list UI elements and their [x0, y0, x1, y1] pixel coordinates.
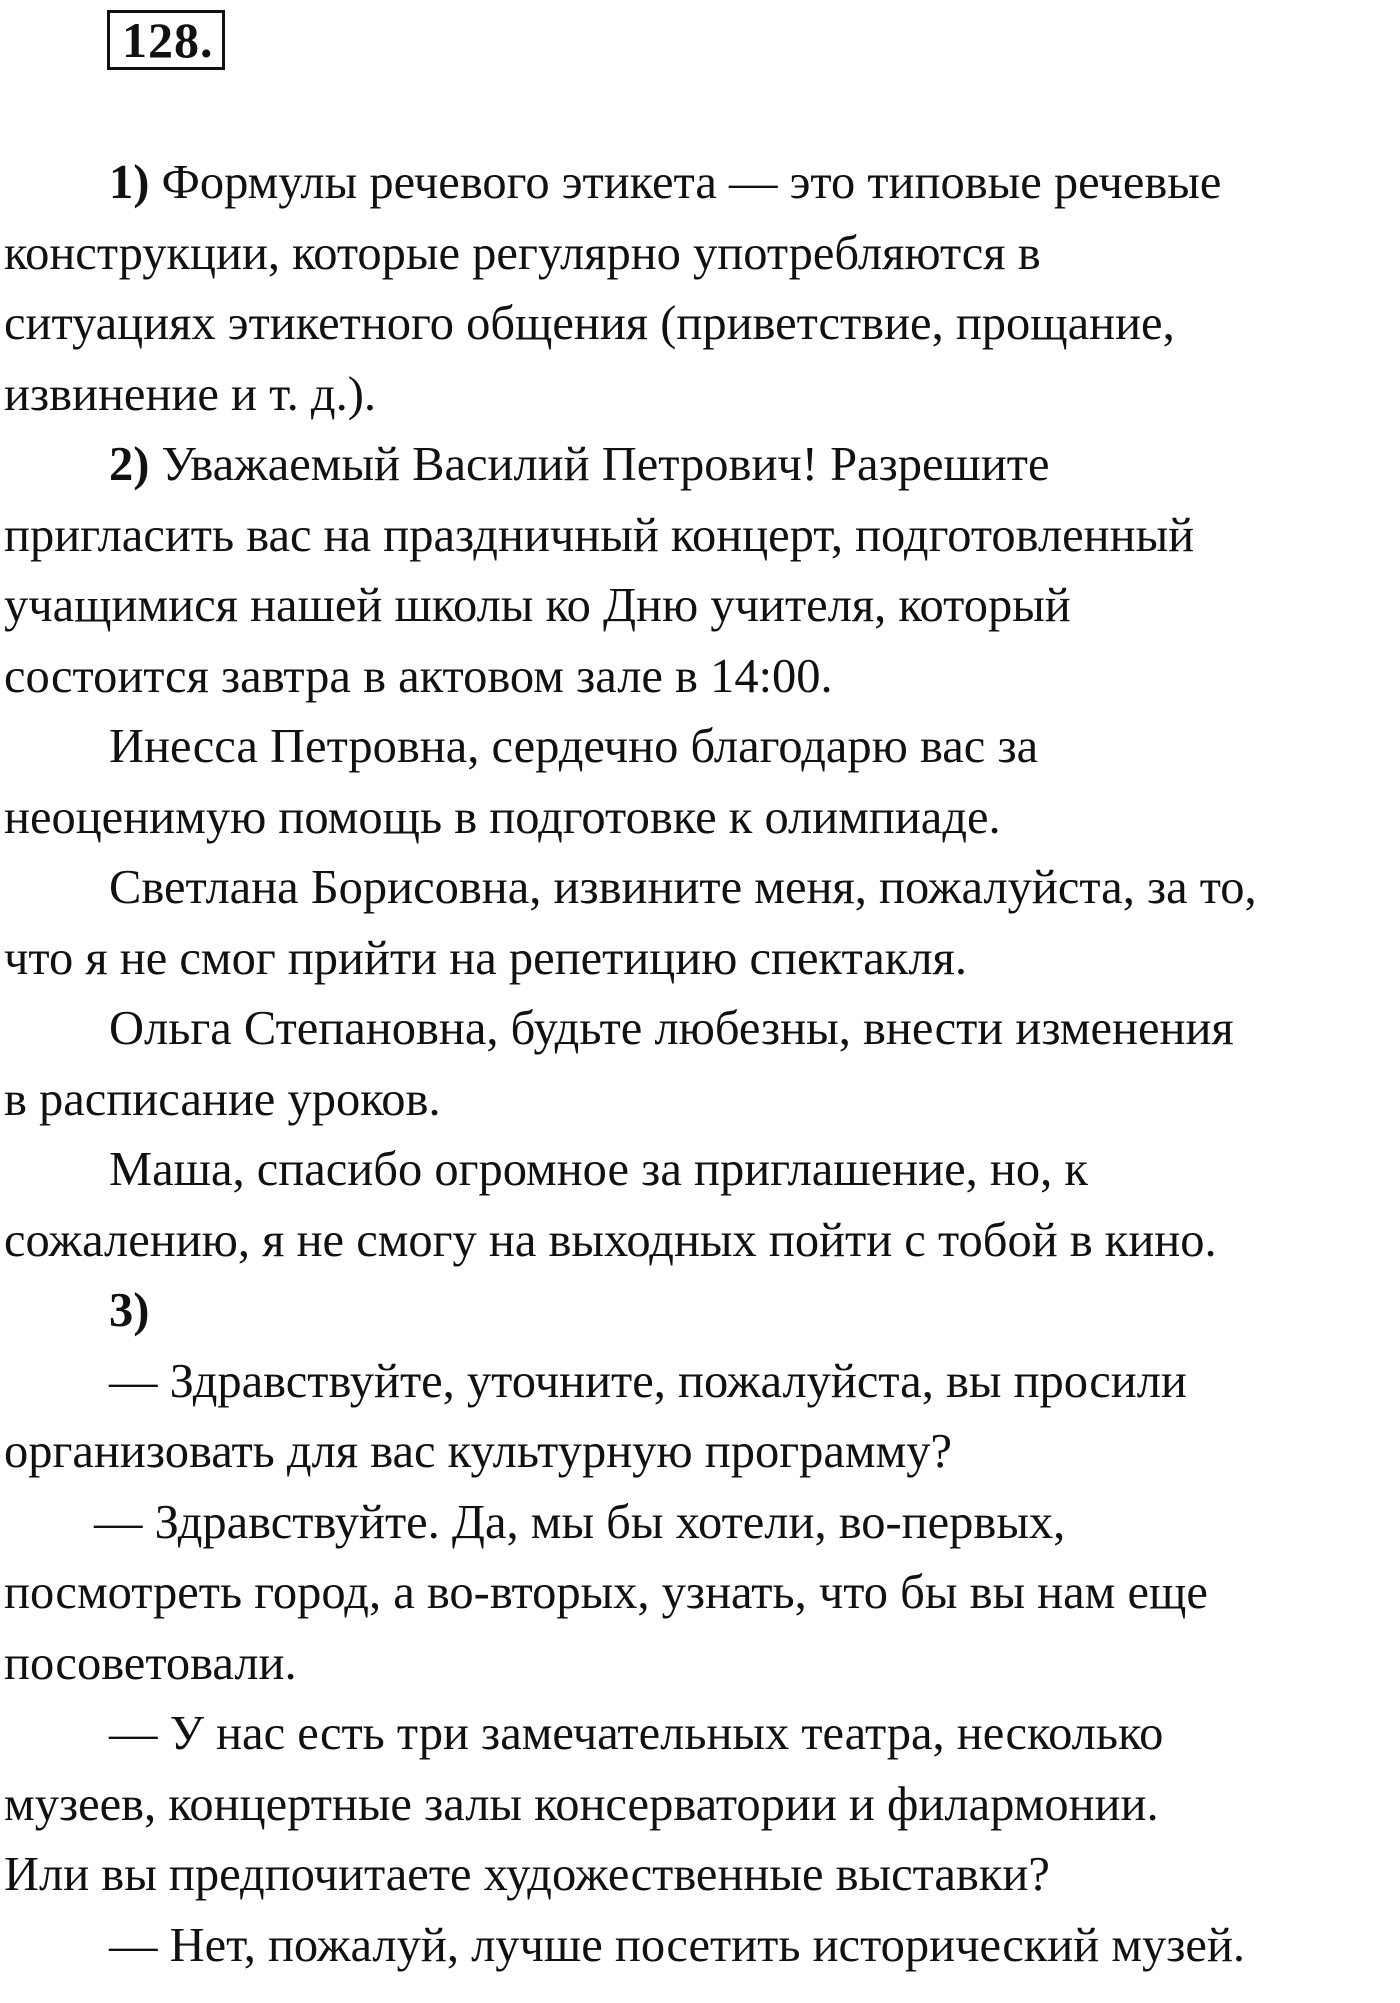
line-text: музеев, концертные залы консерватории и филармонии. — [4, 1777, 1159, 1831]
paragraph — [4, 1911, 1396, 1982]
text-line — [4, 642, 1396, 713]
paragraph — [4, 994, 1396, 1135]
text-line — [4, 1911, 1396, 1982]
line-text: — У нас есть три замечательных театра, несколько — [109, 1707, 1164, 1760]
paragraph — [4, 712, 1396, 853]
text-line — [4, 1206, 1396, 1277]
line-text: — Здравствуйте. Да, мы бы хотели, во-первых, — [94, 1495, 1066, 1549]
line-text: посоветовали. — [4, 1636, 297, 1690]
text-line — [4, 1770, 1396, 1841]
line-text: ситуациях этикетного общения (приветствие, прощание, — [4, 297, 1175, 350]
text-line — [4, 712, 1396, 783]
item-marker: 2) — [109, 438, 150, 491]
line-text: в расписание уроков. — [4, 1072, 441, 1126]
line-text: Ольга Степановна, будьте любезны, внести изменения — [109, 1002, 1234, 1055]
line-text: — Нет, пожалуй, лучше посетить исторический музей. — [109, 1918, 1246, 1972]
line-text: Уважаемый Василий Петрович! Разрешите — [149, 438, 1050, 491]
text-line — [4, 1276, 1396, 1347]
answer-text — [4, 148, 1396, 1981]
text-line — [4, 924, 1396, 995]
text-line — [4, 501, 1396, 572]
paragraph — [4, 853, 1396, 994]
line-text: Инесса Петровна, сердечно благодарю вас за — [109, 720, 1039, 773]
text-line — [4, 853, 1396, 924]
task-number-box: 128. — [107, 10, 225, 70]
paragraph — [4, 1699, 1396, 1911]
paragraph — [4, 1276, 1396, 1347]
text-line — [4, 360, 1396, 431]
text-line — [4, 1488, 1396, 1559]
text-line — [4, 1417, 1396, 1488]
line-text: посмотреть город, а во-вторых, узнать, что бы вы нам еще — [4, 1566, 1208, 1619]
text-line — [4, 430, 1396, 501]
line-text: конструкции, которые регулярно употребляются в — [4, 226, 1041, 280]
text-line — [4, 783, 1396, 854]
text-line — [4, 1699, 1396, 1770]
item-marker: 1) — [109, 156, 150, 209]
line-text: организовать для вас культурную программу? — [4, 1425, 953, 1478]
text-line — [4, 1135, 1396, 1206]
text-line — [4, 1629, 1396, 1700]
text-line — [4, 1840, 1396, 1911]
line-text: состоится завтра в актовом зале в 14:00. — [4, 649, 833, 703]
line-text: неоценимую помощь в подготовке к олимпиаде. — [4, 790, 1001, 844]
line-text: что я не смог прийти на репетицию спектакля. — [4, 931, 967, 985]
paragraph — [4, 1347, 1396, 1488]
text-line — [4, 219, 1396, 290]
line-text: сожалению, я не смогу на выходных пойти с тобой в кино. — [4, 1213, 1217, 1267]
text-line — [4, 289, 1396, 360]
line-text: извинение и т. д.). — [4, 367, 376, 421]
line-text: Светлана Борисовна, извините меня, пожалуйста, за то, — [109, 861, 1257, 914]
paragraph — [4, 148, 1396, 430]
text-line — [4, 148, 1396, 219]
text-line — [4, 1347, 1396, 1418]
line-text: Или вы предпочитаете художественные выставки? — [4, 1848, 1050, 1901]
line-text: Маша, спасибо огромное за приглашение, но, к — [109, 1143, 1088, 1196]
line-text: пригласить вас на праздничный концерт, подготовленный — [4, 508, 1195, 562]
line-text: — Здравствуйте, уточните, пожалуйста, вы просили — [109, 1354, 1187, 1408]
text-line — [4, 1558, 1396, 1629]
text-line — [4, 1065, 1396, 1136]
item-marker: 3) — [109, 1284, 150, 1337]
text-line — [4, 994, 1396, 1065]
paragraph — [4, 1135, 1396, 1276]
paragraph — [4, 430, 1396, 712]
paragraph — [4, 1488, 1396, 1700]
text-line — [4, 571, 1396, 642]
line-text: Формулы речевого этикета — это типовые речевые — [149, 156, 1222, 209]
line-text: учащимися нашей школы ко Дню учителя, который — [4, 579, 1071, 632]
